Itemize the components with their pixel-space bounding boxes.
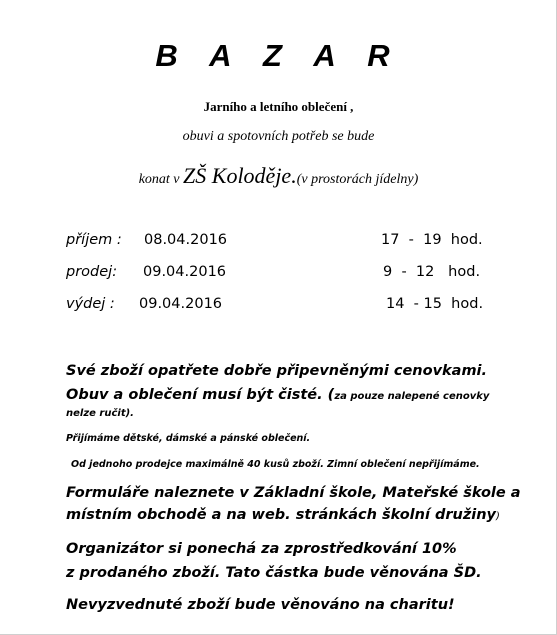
subtitle-line-1: Jarního a letního oblečení , [203, 99, 354, 114]
schedule-date: 09.04.2016 [139, 296, 223, 312]
subtitle-line-3 [0, 163, 557, 189]
schedule-row-prijem [0, 232, 557, 252]
subtitle-line-2: obuvi a spotovních potřeb se bude [182, 129, 375, 144]
note-clean-continued: nelze ručit). [66, 408, 134, 419]
note-price-tags: Své zboží opatřete dobře připevněnými cenovkami. [66, 363, 488, 379]
schedule-label: prodej: [66, 264, 118, 280]
page-title: B A Z A R [155, 38, 402, 73]
schedule-time: 17 - 19 hod. [381, 232, 483, 248]
note-clean-main: Obuv a oblečení musí být čisté. ( [66, 387, 335, 403]
schedule-label: příjem : [66, 232, 122, 248]
note-clean-clothes [66, 387, 489, 403]
note-max-items: Od jednoho prodejce maximálně 40 kusů zboží. Zimní oblečení nepřijímáme. [71, 459, 480, 470]
line3-suffix: (v prostorách jídelny) [296, 172, 419, 187]
note-forms-line-1: Formuláře naleznete v Základní škole, Mateřské škole a [66, 485, 521, 501]
schedule-time: 14 - 15 hod. [386, 296, 484, 312]
note-clean-aside: za pouze nalepené cenovky [334, 391, 490, 402]
schedule-row-prodej [0, 264, 557, 284]
schedule-time: 9 - 12 hod. [383, 264, 481, 280]
schedule-date: 09.04.2016 [143, 264, 227, 280]
note-forms-text: místním obchodě a na web. stránkách školní družiny [66, 507, 497, 523]
schedule-label: výdej : [66, 296, 115, 312]
school-name: ZŠ Koloděje. [183, 163, 297, 188]
line3-prefix: konat v [138, 172, 180, 187]
note-accepted-clothing: Přijímáme dětské, dámské a pánské oblečení. [66, 433, 311, 444]
note-forms-line-2 [66, 507, 500, 523]
note-organizer-line-2: z prodaného zboží. Tato částka bude věnována ŠD. [66, 565, 482, 581]
schedule-row-vydej [0, 296, 557, 316]
note-organizer-line-1: Organizátor si ponechá za zprostředkování 10% [66, 541, 457, 557]
note-charity: Nevyzvednuté zboží bude věnováno na charitu! [66, 597, 455, 613]
note-forms-paren: ) [496, 511, 500, 522]
schedule-date: 08.04.2016 [144, 232, 228, 248]
